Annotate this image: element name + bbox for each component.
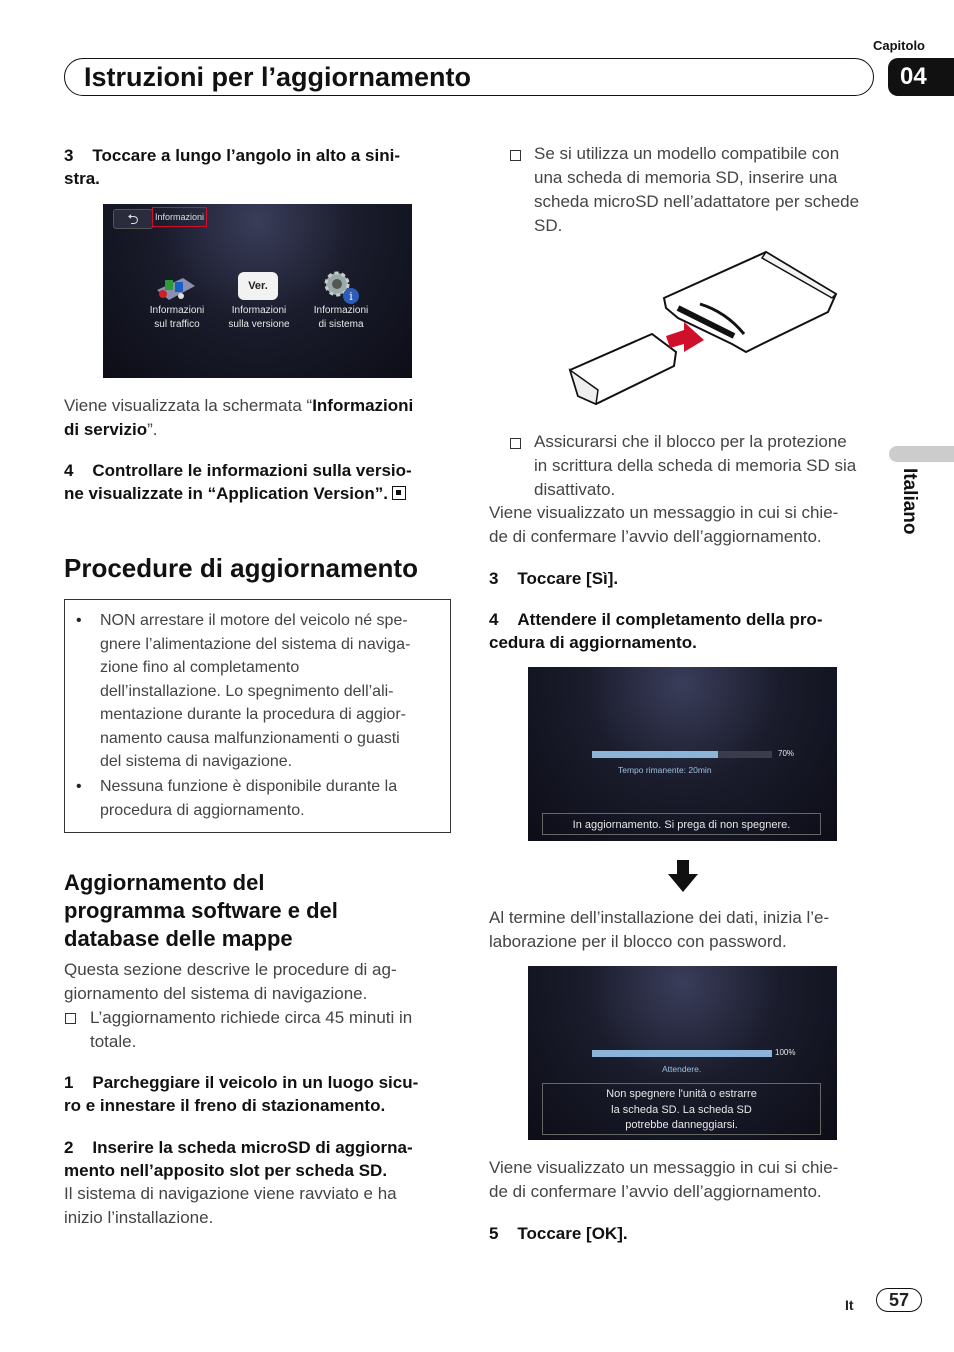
paragraph-service-screen <box>64 394 459 442</box>
note-line: del sistema di navigazione. <box>100 753 293 770</box>
bold-text: di servizio <box>64 420 148 439</box>
password-paragraph <box>489 906 829 954</box>
note-line: NON arrestare il motore del veicolo né spe- <box>100 612 408 629</box>
bullet-icon: • <box>76 612 82 629</box>
side-tab <box>889 446 954 462</box>
step-text: cedura di aggiornamento. <box>489 633 697 652</box>
page-number: 57 <box>876 1288 922 1312</box>
adapter-note <box>534 142 859 238</box>
checkbox-icon <box>510 148 521 166</box>
arrow-down-icon <box>668 860 698 892</box>
menu-item-version[interactable] <box>219 304 299 332</box>
side-language-label: Italiano <box>899 468 920 535</box>
confirm-paragraph-2 <box>489 1156 838 1204</box>
message-line: Non spegnere l'unità o estrarre <box>606 1088 757 1100</box>
step-5 <box>489 1222 628 1245</box>
message-line: potrebbe danneggiarsi. <box>625 1119 738 1131</box>
text-line: Se si utilizza un modello compatibile con <box>534 144 840 163</box>
title-line: Aggiornamento del <box>64 870 265 895</box>
step-2 <box>64 1136 413 1182</box>
chapter-label: Capitolo <box>873 38 925 53</box>
title-line: programma software e del <box>64 898 338 923</box>
text-line: totale. <box>90 1032 137 1051</box>
title-line: database delle mappe <box>64 926 293 951</box>
text-line: de di confermare l’avvio dell’aggiornamento. <box>489 1182 822 1201</box>
text-line: una scheda di memoria SD, inserire una <box>534 168 838 187</box>
note-line: dell’installazione. Lo spegnimento dell’ali- <box>100 682 394 700</box>
menu-label: Informazioni <box>313 305 369 316</box>
progress-track <box>592 1050 772 1057</box>
note-line: zione fino al completamento <box>100 659 300 676</box>
do-not-power-off-message <box>542 1083 821 1135</box>
wait-label: Attendere. <box>662 1064 702 1074</box>
step-text: stra. <box>64 169 100 188</box>
checkbox-icon <box>65 1011 76 1029</box>
subsection-title <box>64 869 338 953</box>
version-info-icon[interactable] <box>238 272 278 300</box>
progress-fill <box>592 751 718 758</box>
chapter-number: 04 <box>888 58 954 96</box>
screenshot-wait <box>528 966 837 1140</box>
menu-item-traffic[interactable] <box>137 304 217 332</box>
step-1 <box>64 1071 418 1117</box>
note-line: mentazione durante la procedura di aggior- <box>100 706 406 723</box>
warning-note-2 <box>76 775 445 822</box>
step-number: 5 <box>489 1224 499 1243</box>
text-line: Viene visualizzato un messaggio in cui si chie- <box>489 503 839 522</box>
text-line: scheda microSD nell’adattatore per schede <box>534 192 860 211</box>
menu-label: di sistema <box>318 319 364 330</box>
note-line: namento causa malfunzionamenti o guasti <box>100 729 400 747</box>
menu-item-system[interactable] <box>301 304 381 332</box>
text-line: Questa sezione descrive le procedure di ag- <box>64 960 397 979</box>
step-3-right <box>489 567 618 590</box>
text-line: disattivato. <box>534 480 616 499</box>
checkbox-icon <box>510 436 521 454</box>
duration-note <box>90 1006 412 1054</box>
svg-text:i: i <box>349 290 353 303</box>
back-arrow-icon[interactable]: ⮌ <box>113 209 153 229</box>
time-remaining: Tempo rimanente: 20min <box>618 765 712 775</box>
progress-track <box>592 751 772 758</box>
system-info-icon[interactable] <box>321 268 361 306</box>
step-number: 4 <box>489 610 499 629</box>
write-protect-note <box>534 430 856 502</box>
message-line: la scheda SD. La scheda SD <box>611 1103 752 1116</box>
sd-card-illustration <box>566 248 846 418</box>
confirm-paragraph-1 <box>489 501 838 549</box>
warning-note-1 <box>76 609 445 774</box>
step-2-body <box>64 1182 397 1230</box>
section-title: Procedure di aggiornamento <box>64 553 418 583</box>
footer-language: It <box>845 1297 854 1313</box>
bold-text: Informazioni <box>312 396 414 415</box>
bullet-icon: • <box>76 778 82 795</box>
note-line: Nessuna funzione è disponibile durante la <box>100 778 398 795</box>
text-line: Il sistema di navigazione viene ravviato e ha <box>64 1184 397 1203</box>
text: ”. <box>147 420 158 439</box>
step-text: mento nell’apposito slot per scheda SD. <box>64 1161 388 1180</box>
step-number: 4 <box>64 461 74 480</box>
step-4-left <box>64 459 412 505</box>
traffic-info-icon[interactable] <box>153 272 197 304</box>
menu-label: Informazioni <box>149 305 205 316</box>
step-3-left <box>64 144 400 190</box>
step-text: Controllare le informazioni sulla versio- <box>92 461 412 480</box>
progress-percent: 70% <box>778 749 795 758</box>
screenshot-service-info <box>103 204 412 378</box>
end-mark-icon <box>392 486 406 500</box>
menu-label: sulla versione <box>228 319 290 330</box>
step-text: Inserire la scheda microSD di aggiorna- <box>92 1138 413 1157</box>
step-text: Toccare [Sì]. <box>517 569 619 588</box>
text-line: SD. <box>534 216 563 235</box>
text-line: de di confermare l’avvio dell’aggiornamento. <box>489 527 822 546</box>
progress-fill <box>592 1050 772 1057</box>
screenshot-updating <box>528 667 837 841</box>
step-text: Attendere il completamento della pro- <box>517 610 823 629</box>
step-text: ro e innestare il freno di stazionamento. <box>64 1096 386 1115</box>
ver-badge: Ver. <box>248 280 268 292</box>
step-text: ne visualizzate in “Application Version”. <box>64 484 389 503</box>
updating-message: In aggiornamento. Si prega di non spegnere. <box>542 813 821 835</box>
progress-percent: 100% <box>775 1048 796 1057</box>
text-line: inizio l’installazione. <box>64 1208 214 1227</box>
note-line: procedura di aggiornamento. <box>100 801 305 819</box>
step-number: 3 <box>489 569 499 588</box>
page-title: Istruzioni per l’aggiornamento <box>84 62 472 92</box>
text-line: Viene visualizzato un messaggio in cui si chie- <box>489 1158 839 1177</box>
step-text: Parcheggiare il veicolo in un luogo sicu- <box>92 1073 419 1092</box>
step-number: 2 <box>64 1138 74 1157</box>
section-description <box>64 958 397 1006</box>
step-number: 3 <box>64 146 74 165</box>
text-line: L’aggiornamento richiede circa 45 minuti in <box>90 1008 413 1027</box>
text-line: giornamento del sistema di navigazione. <box>64 984 368 1003</box>
info-title-box: Informazioni <box>155 212 205 222</box>
step-4-right <box>489 608 822 654</box>
text: Viene visualizzata la schermata “ <box>64 396 313 415</box>
step-number: 1 <box>64 1073 74 1092</box>
note-line: gnere l’alimentazione del sistema di naviga- <box>100 635 411 653</box>
text-line: Al termine dell’installazione dei dati, inizia l’e- <box>489 908 830 927</box>
menu-label: Informazioni <box>231 305 287 316</box>
text-line: in scrittura della scheda di memoria SD sia <box>534 456 857 475</box>
step-text: Toccare a lungo l’angolo in alto a sini- <box>92 146 400 165</box>
menu-label: sul traffico <box>154 319 200 330</box>
step-text: Toccare [OK]. <box>517 1224 628 1243</box>
text-line: Assicurarsi che il blocco per la protezione <box>534 432 847 451</box>
text-line: laborazione per il blocco con password. <box>489 932 787 951</box>
